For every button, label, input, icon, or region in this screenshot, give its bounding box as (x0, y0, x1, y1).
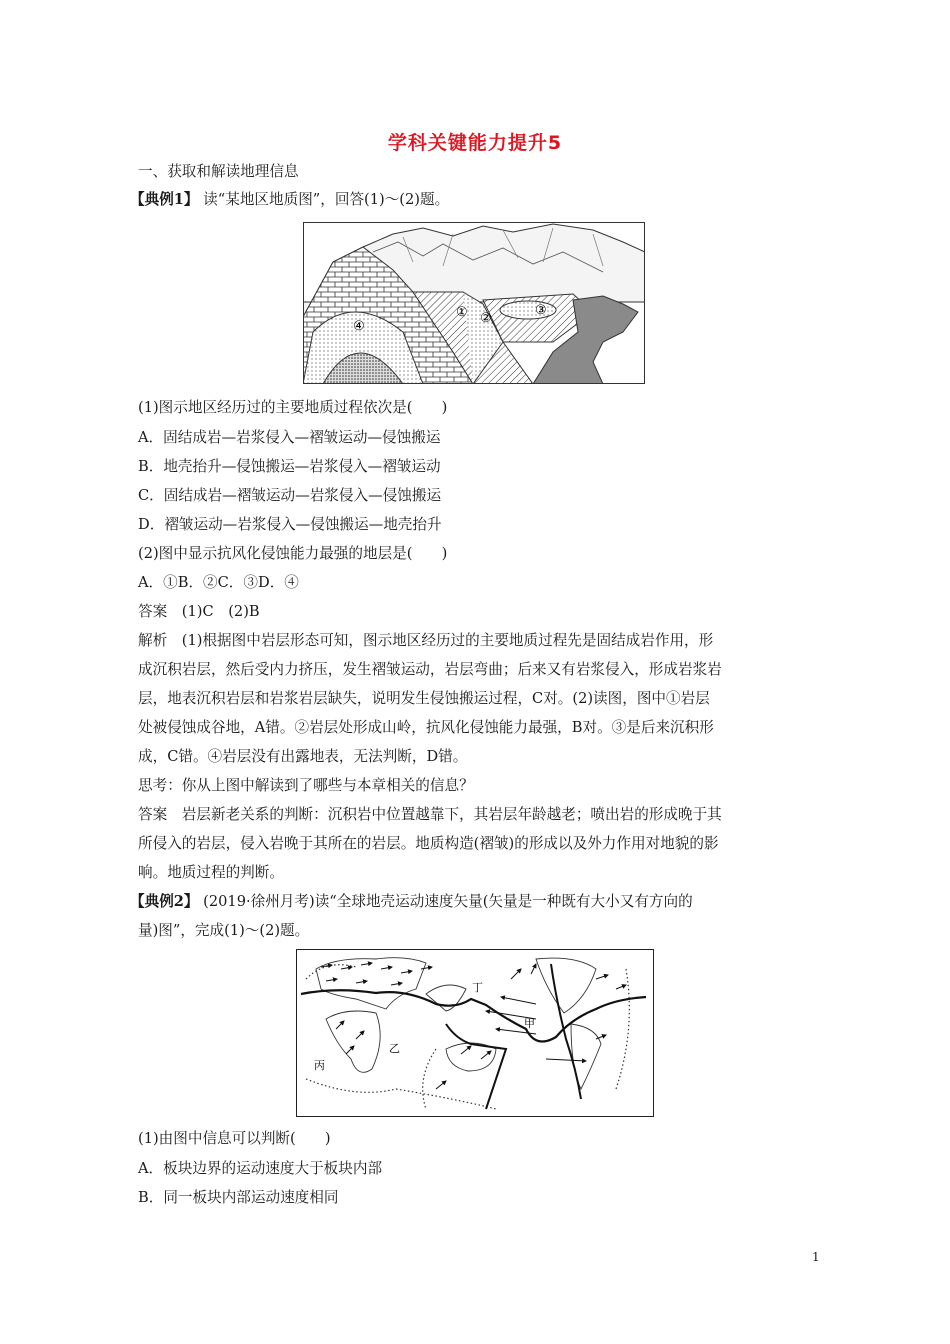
geology-figure (303, 222, 645, 384)
example1-q1-option-d: D．褶皱运动—岩浆侵入—侵蚀搬运—地壳抬升 (138, 516, 442, 533)
example1-q2-options: A．①B．②C．③D．④ (138, 574, 299, 591)
example1-q1-option-b: B．地壳抬升—侵蚀搬运—岩浆侵入—褶皱运动 (138, 458, 441, 475)
example1-q1: (1)图示地区经历过的主要地质过程依次是( ) (138, 399, 448, 416)
example2-label: 【典例2】 (130, 893, 199, 910)
analysis-line: 解析 (1)根据图中岩层形态可知，图示地区经历过的主要地质过程先是固结成岩作用，形 (138, 632, 714, 649)
example2-q1-option-b: B．同一板块内部运动速度相同 (138, 1189, 339, 1206)
figure-label-3: ③ (535, 303, 547, 318)
example1-q2: (2)图中显示抗风化侵蚀能力最强的地层是( ) (138, 545, 448, 562)
map-label-yi: 乙 (389, 1042, 400, 1055)
analysis-line: 成，C错。④岩层没有出露地表，无法判断，D错。 (138, 748, 468, 765)
figure-label-1: ① (456, 305, 468, 320)
example1-q1-option-c: C．固结成岩—褶皱运动—岩浆侵入—侵蚀搬运 (138, 487, 442, 504)
example2-q1-option-a: A．板块边界的运动速度大于板块内部 (138, 1160, 383, 1177)
example1-label: 【典例1】 (130, 191, 199, 208)
analysis-line: 层，地表沉积岩层和岩浆岩层缺失，说明发生侵蚀搬运过程，C对。(2)读图，图中①岩层 (138, 690, 710, 707)
example1-stem (130, 190, 810, 210)
think-answer-line: 答案 岩层新老关系的判断：沉积岩中位置越靠下，其岩层年龄越老；喷出岩的形成晚于其 (138, 806, 722, 823)
map-label-bing: 丙 (314, 1059, 325, 1072)
map-label-ding: 丁 (472, 981, 483, 994)
example2-stem-line: 量)图”，完成(1)～(2)题。 (138, 922, 310, 939)
example1-q1-option-a: A．固结成岩—岩浆侵入—褶皱运动—侵蚀搬运 (138, 429, 441, 446)
page-title: 学科关键能力提升5 (387, 132, 563, 154)
map-label-jia: 甲 (524, 1017, 535, 1030)
think-answer-line: 响。地质过程的判断。 (138, 864, 284, 881)
figure-label-2: ② (480, 311, 492, 326)
example1-question: 读“某地区地质图”，回答(1)～(2)题。 (203, 191, 450, 208)
figure-label-4: ④ (353, 319, 365, 334)
example2-stem-line: (2019·徐州月考)读“全球地壳运动速度矢量(矢量是一种既有大小又有方向的 (203, 893, 693, 910)
example2-stem (130, 892, 810, 912)
analysis-line: 成沉积岩层，然后受内力挤压，发生褶皱运动，岩层弯曲；后来又有岩浆侵入，形成岩浆岩 (138, 661, 722, 678)
example1-answer: 答案 (1)C (2)B (138, 603, 260, 620)
page-number: 1 (812, 1250, 820, 1264)
think-question: 思考：你从上图中解读到了哪些与本章相关的信息？ (138, 777, 474, 794)
think-answer-line: 所侵入的岩层，侵入岩晚于其所在的岩层。地质构造(褶皱)的形成以及外力作用对地貌的影 (138, 835, 719, 852)
section-heading: 一、获取和解读地理信息 (138, 163, 299, 180)
analysis-line: 处被侵蚀成谷地，A错。②岩层处形成山岭，抗风化侵蚀能力最强，B对。③是后来沉积形 (138, 719, 714, 736)
example2-q1: (1)由图中信息可以判断( ) (138, 1130, 331, 1147)
plate-velocity-map (296, 949, 654, 1117)
